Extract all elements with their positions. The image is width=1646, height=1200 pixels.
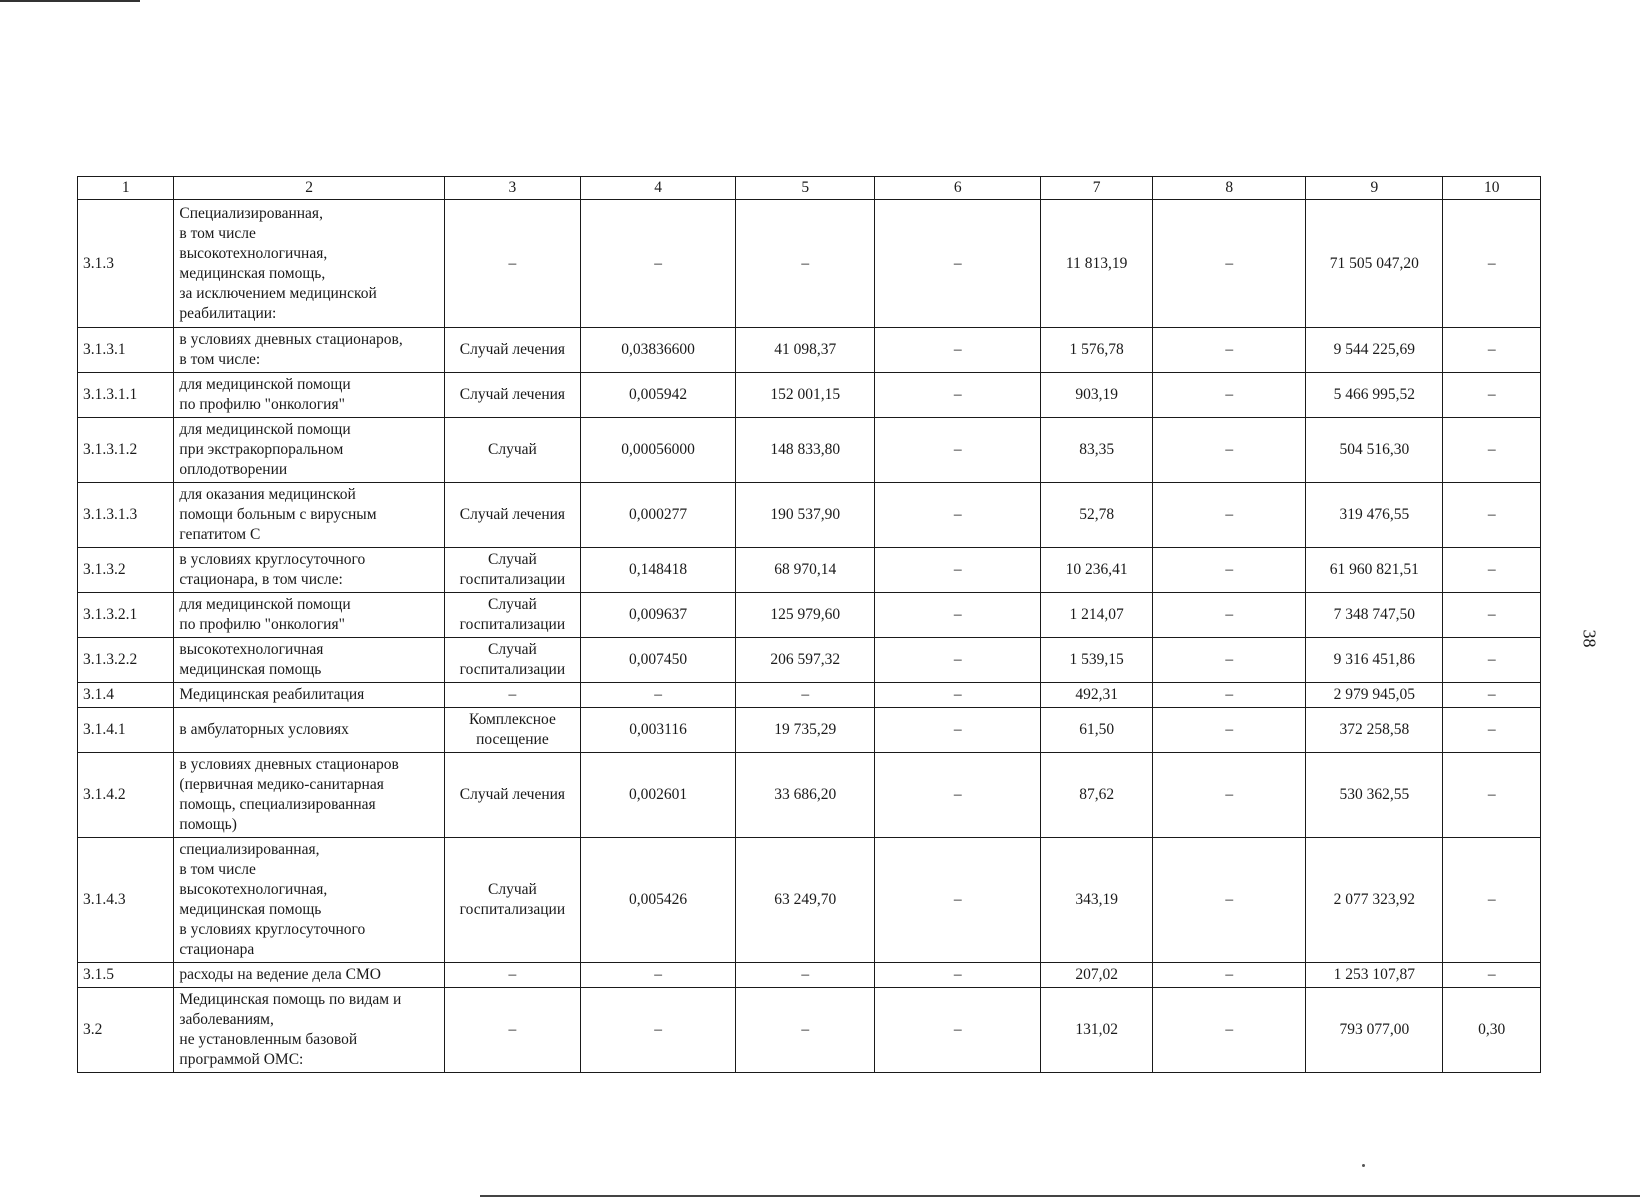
table-row — [78, 988, 1541, 1073]
value-cell: 530 362,55 — [1306, 753, 1443, 838]
value-cell: – — [1153, 200, 1306, 328]
value-cell: 0,30 — [1443, 988, 1541, 1073]
value-cell: – — [736, 683, 875, 708]
table-row — [78, 328, 1541, 373]
value-cell: 9 316 451,86 — [1306, 638, 1443, 683]
value-cell: – — [1153, 418, 1306, 483]
value-cell: – — [1153, 593, 1306, 638]
value-cell: – — [581, 988, 736, 1073]
value-cell: 903,19 — [1041, 373, 1153, 418]
row-name-cell: для медицинской помощи по профилю "онкология" — [174, 593, 444, 638]
value-cell: – — [1153, 753, 1306, 838]
value-cell: 1 214,07 — [1041, 593, 1153, 638]
page-number: 38 — [1579, 629, 1600, 648]
row-code-cell: 3.1.5 — [78, 963, 174, 988]
value-cell: – — [875, 548, 1041, 593]
row-name-cell: в условиях дневных стационаров (первичная медико-санитарная помощь, специализированная помощь) — [174, 753, 444, 838]
value-cell: – — [581, 683, 736, 708]
row-name-cell: Медицинская реабилитация — [174, 683, 444, 708]
value-cell: – — [1443, 200, 1541, 328]
value-cell: 52,78 — [1041, 483, 1153, 548]
top-rule — [0, 0, 140, 2]
value-cell: – — [1153, 963, 1306, 988]
row-name-cell: в условиях круглосуточного стационара, в том числе: — [174, 548, 444, 593]
value-cell: 63 249,70 — [736, 838, 875, 963]
value-cell: 206 597,32 — [736, 638, 875, 683]
col-header: 3 — [444, 177, 580, 200]
value-cell: 0,148418 — [581, 548, 736, 593]
value-cell: 9 544 225,69 — [1306, 328, 1443, 373]
table-row — [78, 418, 1541, 483]
value-cell: – — [736, 988, 875, 1073]
value-cell: 61,50 — [1041, 708, 1153, 753]
value-cell: 492,31 — [1041, 683, 1153, 708]
row-name-cell: Медицинская помощь по видам и заболеваниям, не установленным базовой программой ОМС: — [174, 988, 444, 1073]
unit-cell: Комплексное посещение — [444, 708, 580, 753]
value-cell: – — [875, 963, 1041, 988]
value-cell: 131,02 — [1041, 988, 1153, 1073]
unit-cell: Случай госпитализации — [444, 593, 580, 638]
row-name-cell: в условиях дневных стационаров, в том числе: — [174, 328, 444, 373]
col-header: 8 — [1153, 177, 1306, 200]
value-cell: 61 960 821,51 — [1306, 548, 1443, 593]
row-code-cell: 3.1.3.2.2 — [78, 638, 174, 683]
table-row — [78, 708, 1541, 753]
row-name-cell: для медицинской помощи при экстракорпоральном оплодотворении — [174, 418, 444, 483]
unit-cell: – — [444, 683, 580, 708]
value-cell: 0,003116 — [581, 708, 736, 753]
value-cell: 0,002601 — [581, 753, 736, 838]
value-cell: – — [875, 638, 1041, 683]
table-row — [78, 200, 1541, 328]
value-cell: 504 516,30 — [1306, 418, 1443, 483]
document-page — [77, 176, 1541, 1073]
table-row — [78, 548, 1541, 593]
value-cell: 207,02 — [1041, 963, 1153, 988]
value-cell: 0,005942 — [581, 373, 736, 418]
unit-cell: – — [444, 963, 580, 988]
value-cell: – — [1443, 548, 1541, 593]
value-cell: 125 979,60 — [736, 593, 875, 638]
value-cell: – — [875, 483, 1041, 548]
value-cell: 319 476,55 — [1306, 483, 1443, 548]
value-cell: – — [1153, 328, 1306, 373]
value-cell: – — [581, 200, 736, 328]
row-code-cell: 3.1.4.2 — [78, 753, 174, 838]
row-code-cell: 3.1.3 — [78, 200, 174, 328]
row-name-cell: для оказания медицинской помощи больным с вирусным гепатитом С — [174, 483, 444, 548]
column-number-row — [78, 177, 1541, 200]
value-cell: – — [1443, 963, 1541, 988]
value-cell: 68 970,14 — [736, 548, 875, 593]
value-cell: 83,35 — [1041, 418, 1153, 483]
value-cell: 2 077 323,92 — [1306, 838, 1443, 963]
table-row — [78, 683, 1541, 708]
value-cell: – — [875, 988, 1041, 1073]
value-cell: – — [875, 200, 1041, 328]
value-cell: – — [1443, 683, 1541, 708]
row-code-cell: 3.1.3.1.1 — [78, 373, 174, 418]
value-cell: – — [875, 418, 1041, 483]
unit-cell: Случай лечения — [444, 483, 580, 548]
row-code-cell: 3.1.3.2.1 — [78, 593, 174, 638]
value-cell: – — [1153, 373, 1306, 418]
unit-cell: Случай — [444, 418, 580, 483]
table-row — [78, 373, 1541, 418]
value-cell: – — [1443, 753, 1541, 838]
value-cell: – — [875, 373, 1041, 418]
financing-table — [77, 176, 1541, 1073]
value-cell: – — [875, 838, 1041, 963]
value-cell: – — [1153, 683, 1306, 708]
value-cell: 148 833,80 — [736, 418, 875, 483]
value-cell: – — [875, 753, 1041, 838]
value-cell: 0,007450 — [581, 638, 736, 683]
value-cell: 190 537,90 — [736, 483, 875, 548]
row-code-cell: 3.1.3.2 — [78, 548, 174, 593]
table-row — [78, 963, 1541, 988]
value-cell: 1 576,78 — [1041, 328, 1153, 373]
unit-cell: – — [444, 200, 580, 328]
value-cell: – — [1443, 418, 1541, 483]
value-cell: 33 686,20 — [736, 753, 875, 838]
col-header: 9 — [1306, 177, 1443, 200]
row-code-cell: 3.1.3.1.2 — [78, 418, 174, 483]
col-header: 1 — [78, 177, 174, 200]
value-cell: – — [1153, 483, 1306, 548]
value-cell: 152 001,15 — [736, 373, 875, 418]
value-cell: 41 098,37 — [736, 328, 875, 373]
value-cell: – — [1153, 708, 1306, 753]
row-code-cell: 3.1.4.1 — [78, 708, 174, 753]
row-code-cell: 3.1.4.3 — [78, 838, 174, 963]
col-header: 6 — [875, 177, 1041, 200]
row-name-cell: расходы на ведение дела СМО — [174, 963, 444, 988]
value-cell: – — [875, 593, 1041, 638]
value-cell: 71 505 047,20 — [1306, 200, 1443, 328]
value-cell: 1 539,15 — [1041, 638, 1153, 683]
table-row — [78, 838, 1541, 963]
table-row — [78, 638, 1541, 683]
row-code-cell: 3.1.4 — [78, 683, 174, 708]
unit-cell: Случай лечения — [444, 753, 580, 838]
value-cell: 793 077,00 — [1306, 988, 1443, 1073]
value-cell: 19 735,29 — [736, 708, 875, 753]
value-cell: – — [1443, 593, 1541, 638]
value-cell: – — [581, 963, 736, 988]
value-cell: – — [1443, 708, 1541, 753]
value-cell: – — [1443, 373, 1541, 418]
value-cell: 343,19 — [1041, 838, 1153, 963]
col-header: 7 — [1041, 177, 1153, 200]
value-cell: – — [736, 200, 875, 328]
value-cell: 0,009637 — [581, 593, 736, 638]
row-name-cell: высокотехнологичная медицинская помощь — [174, 638, 444, 683]
value-cell: 0,005426 — [581, 838, 736, 963]
unit-cell: Случай госпитализации — [444, 838, 580, 963]
scan-speck — [1362, 1164, 1365, 1167]
unit-cell: Случай лечения — [444, 373, 580, 418]
col-header: 10 — [1443, 177, 1541, 200]
row-name-cell: для медицинской помощи по профилю "онкология" — [174, 373, 444, 418]
value-cell: 2 979 945,05 — [1306, 683, 1443, 708]
value-cell: – — [875, 708, 1041, 753]
unit-cell: Случай госпитализации — [444, 548, 580, 593]
col-header: 5 — [736, 177, 875, 200]
col-header: 2 — [174, 177, 444, 200]
table-row — [78, 593, 1541, 638]
row-code-cell: 3.1.3.1 — [78, 328, 174, 373]
value-cell: – — [1443, 483, 1541, 548]
value-cell: 0,03836600 — [581, 328, 736, 373]
value-cell: 5 466 995,52 — [1306, 373, 1443, 418]
value-cell: – — [1153, 638, 1306, 683]
value-cell: – — [1153, 548, 1306, 593]
unit-cell: Случай госпитализации — [444, 638, 580, 683]
value-cell: 11 813,19 — [1041, 200, 1153, 328]
row-code-cell: 3.2 — [78, 988, 174, 1073]
row-name-cell: Специализированная, в том числе высокотехнологичная, медицинская помощь, за исключением медицинской реабилитации: — [174, 200, 444, 328]
value-cell: 372 258,58 — [1306, 708, 1443, 753]
value-cell: 0,000277 — [581, 483, 736, 548]
row-name-cell: в амбулаторных условиях — [174, 708, 444, 753]
value-cell: – — [1443, 638, 1541, 683]
value-cell: – — [875, 328, 1041, 373]
table-row — [78, 753, 1541, 838]
value-cell: – — [1153, 988, 1306, 1073]
value-cell: 10 236,41 — [1041, 548, 1153, 593]
value-cell: 0,00056000 — [581, 418, 736, 483]
value-cell: – — [736, 963, 875, 988]
value-cell: – — [1443, 328, 1541, 373]
table-row — [78, 483, 1541, 548]
value-cell: – — [1443, 838, 1541, 963]
value-cell: 87,62 — [1041, 753, 1153, 838]
row-name-cell: специализированная, в том числе высокотехнологичная, медицинская помощь в условиях круглосуточного стационара — [174, 838, 444, 963]
value-cell: – — [1153, 838, 1306, 963]
value-cell: 7 348 747,50 — [1306, 593, 1443, 638]
col-header: 4 — [581, 177, 736, 200]
value-cell: 1 253 107,87 — [1306, 963, 1443, 988]
unit-cell: – — [444, 988, 580, 1073]
row-code-cell: 3.1.3.1.3 — [78, 483, 174, 548]
bottom-rule — [480, 1195, 1640, 1197]
unit-cell: Случай лечения — [444, 328, 580, 373]
value-cell: – — [875, 683, 1041, 708]
